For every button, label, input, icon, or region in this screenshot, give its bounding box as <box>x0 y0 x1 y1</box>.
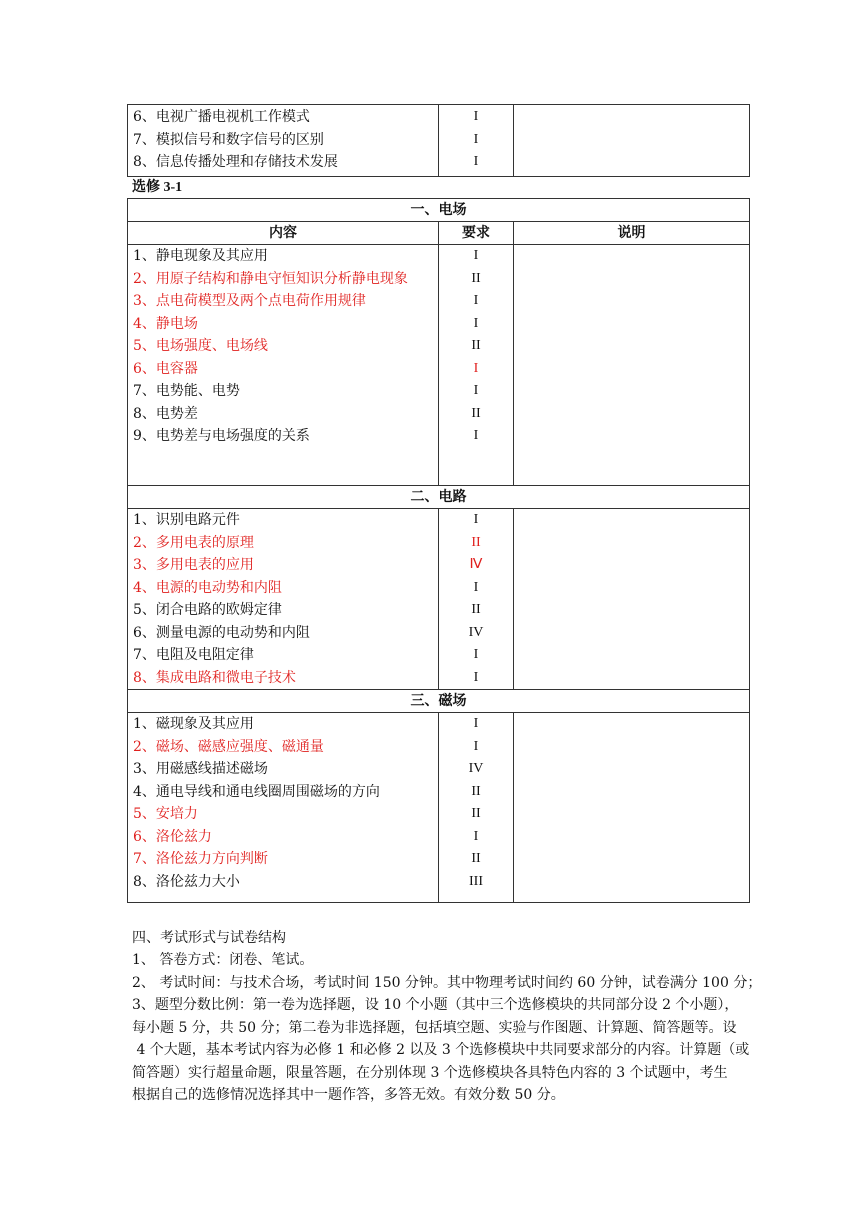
top-requirements-table <box>127 104 750 177</box>
section-3-item-7: 7、洛伦兹力方向判断 <box>133 851 268 867</box>
section-title-electric-field: 一、电场 <box>128 199 750 222</box>
section-2-item-5: 5、闭合电路的欧姆定律 <box>133 602 282 618</box>
elective-title: 选修 3-1 <box>132 180 183 195</box>
exam-item-3-line: 根据自己的选修情况选择其中一题作答，多答无效。有效分数 50 分。 <box>132 1087 565 1103</box>
section-1-item-6: 6、电容器 <box>133 360 198 377</box>
section-2-item-8-level: I <box>473 669 479 685</box>
section-3-level-cell <box>439 713 514 903</box>
section-1-item-5-level: II <box>471 338 481 353</box>
section-2-item-6: 6、测量电源的电动势和内阻 <box>133 624 310 641</box>
top-content-cell <box>128 105 439 177</box>
section-3-item-2-level: I <box>473 738 479 754</box>
section-3-item-4-level: II <box>471 783 481 799</box>
section-2-item-8: 8、集成电路和微电子技术 <box>133 669 296 686</box>
section-1-item-8: 8、电势差 <box>133 405 198 422</box>
section-3-item-3: 3、用磁感线描述磁场 <box>133 761 268 777</box>
section-2-item-7: 7、电阻及电阻定律 <box>133 647 254 663</box>
section-3-item-5-level: II <box>471 806 481 821</box>
section-2-item-4: 4、电源的电动势和内阻 <box>133 579 282 596</box>
section-3-item-8: 8、洛伦兹力大小 <box>133 873 240 890</box>
section-1-note-cell <box>514 245 750 486</box>
exam-item-3-line: 每小题 5 分，共 50 分；第二卷为非选择题，包括填空题、实验与作图题、计算题、简答题等。设 <box>132 1019 737 1036</box>
top-note-cell <box>514 105 750 177</box>
top-item-2-level: I <box>473 131 479 147</box>
section-3-item-1: 1、磁现象及其应用 <box>133 716 254 732</box>
header-content: 内容 <box>128 222 439 245</box>
header-note: 说明 <box>514 222 750 245</box>
section-1-item-1-level: I <box>473 248 479 263</box>
exam-item-3-line: 简答题）实行超量命题，限量答题，在分别体现 3 个选修模块各具特色内容的 3 个试题中，考生 <box>132 1064 728 1081</box>
section-2-content-cell <box>128 509 439 690</box>
exam-item-3 <box>132 994 752 1107</box>
section-title-magnetic-field: 三、磁场 <box>128 690 750 713</box>
section-2-item-3: 3、多用电表的应用 <box>133 557 254 573</box>
section-3-item-7-level: II <box>471 851 481 866</box>
section-3-content-cell <box>128 713 439 903</box>
section-1-content-cell <box>128 245 439 486</box>
exam-item-3-line: 4 个大题，基本考试内容为必修 1 和必修 2 以及 3 个选修模块中共同要求部分的内容。计算题（或 <box>132 1042 750 1058</box>
section-1-item-6-level: I <box>473 360 479 376</box>
section-2-item-5-level: II <box>471 602 481 617</box>
section-2-item-1: 1、识别电路元件 <box>133 512 240 528</box>
section-3-item-2: 2、磁场、磁感应强度、磁通量 <box>133 738 324 755</box>
section-1-item-4-level: I <box>473 315 479 331</box>
top-level-cell <box>439 105 514 177</box>
exam-item-2: 2、 考试时间：与技术合场，考试时间 150 分钟。其中物理考试时间约 60 分钟，试卷满分 100 分； <box>132 975 762 991</box>
elective-3-1-table <box>127 198 750 903</box>
section-3-item-6: 6、洛伦兹力 <box>133 828 212 845</box>
section-3-item-3-level: IV <box>468 761 484 776</box>
section-2-level-cell <box>439 509 514 690</box>
section-3-item-1-level: I <box>473 716 479 731</box>
exam-item-3-line: 3、题型分数比例：第一卷为选择题，设 10 个小题（其中三个选修模块的共同部分设 2 个小题）， <box>132 997 739 1013</box>
section-1-item-3-level: I <box>473 293 479 308</box>
section-2-item-6-level: IV <box>468 624 484 640</box>
section-1-item-9: 9、电势差与电场强度的关系 <box>133 428 310 444</box>
top-item-2: 7、模拟信号和数字信号的区别 <box>133 131 324 148</box>
top-item-1: 6、电视广播电视机工作模式 <box>133 109 310 125</box>
section-1-item-7-level: I <box>473 383 479 398</box>
section-1-item-3: 3、点电荷模型及两个点电荷作用规律 <box>133 293 366 309</box>
exam-item-1: 1、 答卷方式：闭卷、笔试。 <box>132 952 314 968</box>
section-3-item-5: 5、安培力 <box>133 806 198 822</box>
section-title-circuit: 二、电路 <box>128 486 750 509</box>
section-1-item-1: 1、静电现象及其应用 <box>133 248 268 264</box>
exam-section-heading: 四、考试形式与试卷结构 <box>132 930 286 946</box>
section-1-item-2-level: II <box>471 270 481 286</box>
section-1-item-2: 2、用原子结构和静电守恒知识分析静电现象 <box>133 270 408 287</box>
section-2-item-1-level: I <box>473 512 479 527</box>
section-3-item-8-level: III <box>469 873 483 889</box>
section-1-item-7: 7、电势能、电势 <box>133 383 240 399</box>
top-item-3: 8、信息传播处理和存储技术发展 <box>133 154 338 170</box>
section-3-item-4: 4、通电导线和通电线圈周围磁场的方向 <box>133 783 380 800</box>
section-3-note-cell <box>514 713 750 903</box>
section-1-item-8-level: II <box>471 405 481 421</box>
section-2-item-7-level: I <box>473 647 479 662</box>
top-item-1-level: I <box>473 109 479 124</box>
section-1-item-4: 4、静电场 <box>133 315 198 332</box>
header-requirement: 要求 <box>439 222 514 245</box>
top-item-3-level: I <box>473 154 479 169</box>
section-2-item-2-level: II <box>471 534 481 550</box>
section-2-item-2: 2、多用电表的原理 <box>133 534 254 551</box>
section-3-item-6-level: I <box>473 828 479 844</box>
section-2-item-4-level: I <box>473 579 479 595</box>
section-2-note-cell <box>514 509 750 690</box>
section-1-level-cell <box>439 245 514 486</box>
section-1-item-9-level: I <box>473 428 479 443</box>
section-2-item-3-level: Ⅳ <box>469 557 483 572</box>
section-1-item-5: 5、电场强度、电场线 <box>133 338 268 354</box>
